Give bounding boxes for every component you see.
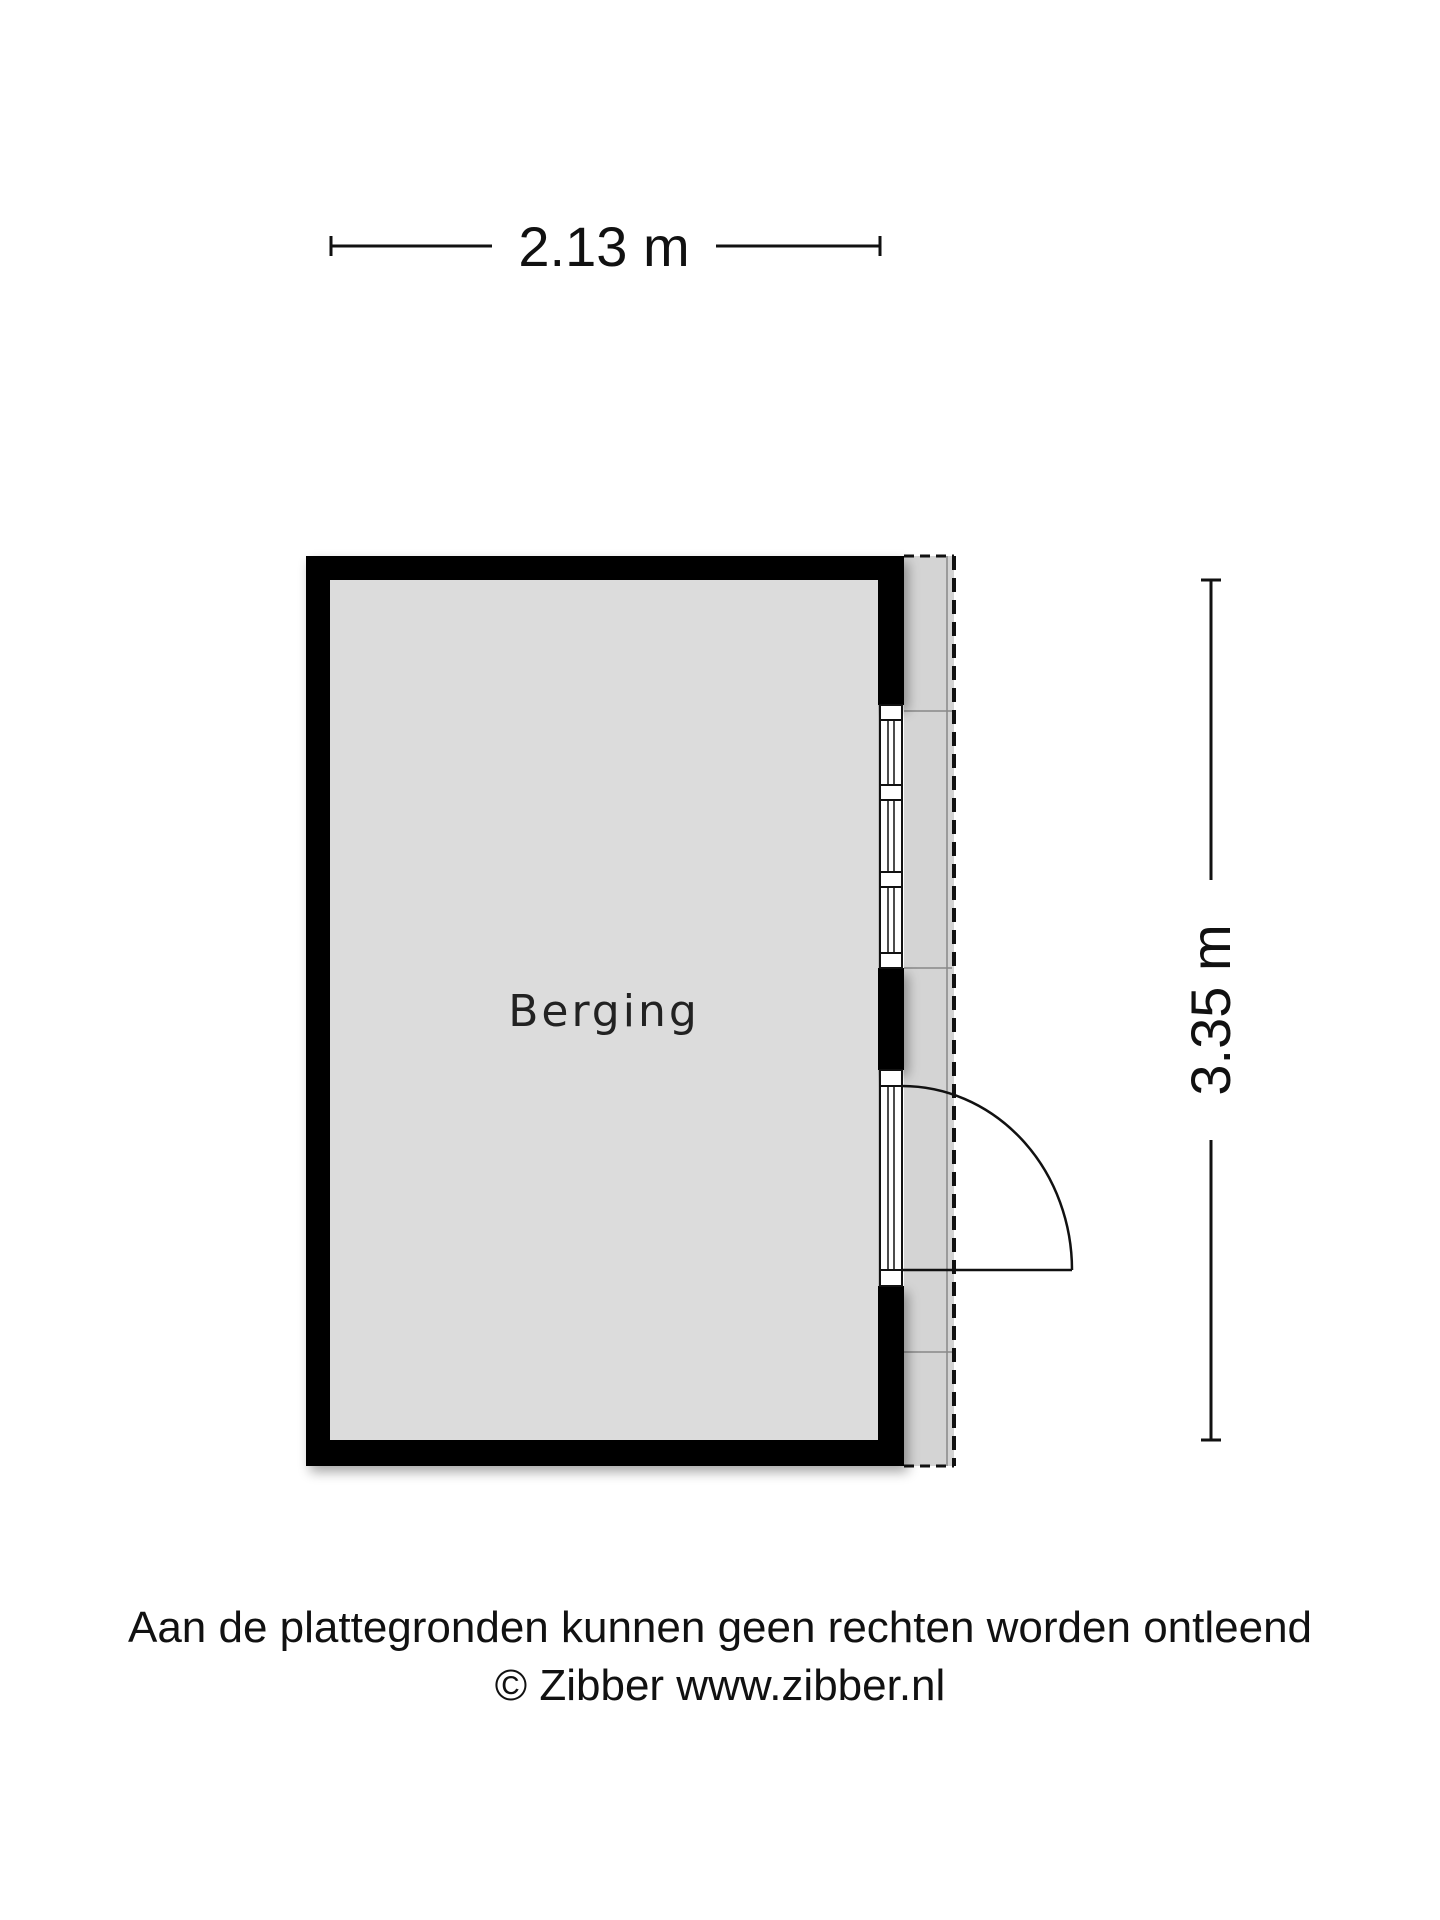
wall-bottom	[306, 1440, 904, 1466]
wall-right-middle	[878, 968, 904, 1070]
annex-strip	[904, 556, 954, 1466]
window	[880, 705, 902, 968]
wall-top	[306, 556, 904, 580]
disclaimer-text: Aan de plattegronden kunnen geen rechten worden ontleend	[127, 1603, 1313, 1652]
wall-right-top	[878, 556, 904, 705]
wall-left	[306, 556, 330, 1466]
width-dimension	[331, 215, 880, 278]
copyright-text: © Zibber www.zibber.nl	[494, 1661, 946, 1710]
wall-right-bottom	[878, 1286, 904, 1466]
height-dimension	[1179, 580, 1242, 1440]
height-dimension-label: 3.35 m	[1179, 924, 1242, 1096]
room-label: Berging	[508, 986, 700, 1037]
width-dimension-label: 2.13 m	[518, 215, 690, 278]
